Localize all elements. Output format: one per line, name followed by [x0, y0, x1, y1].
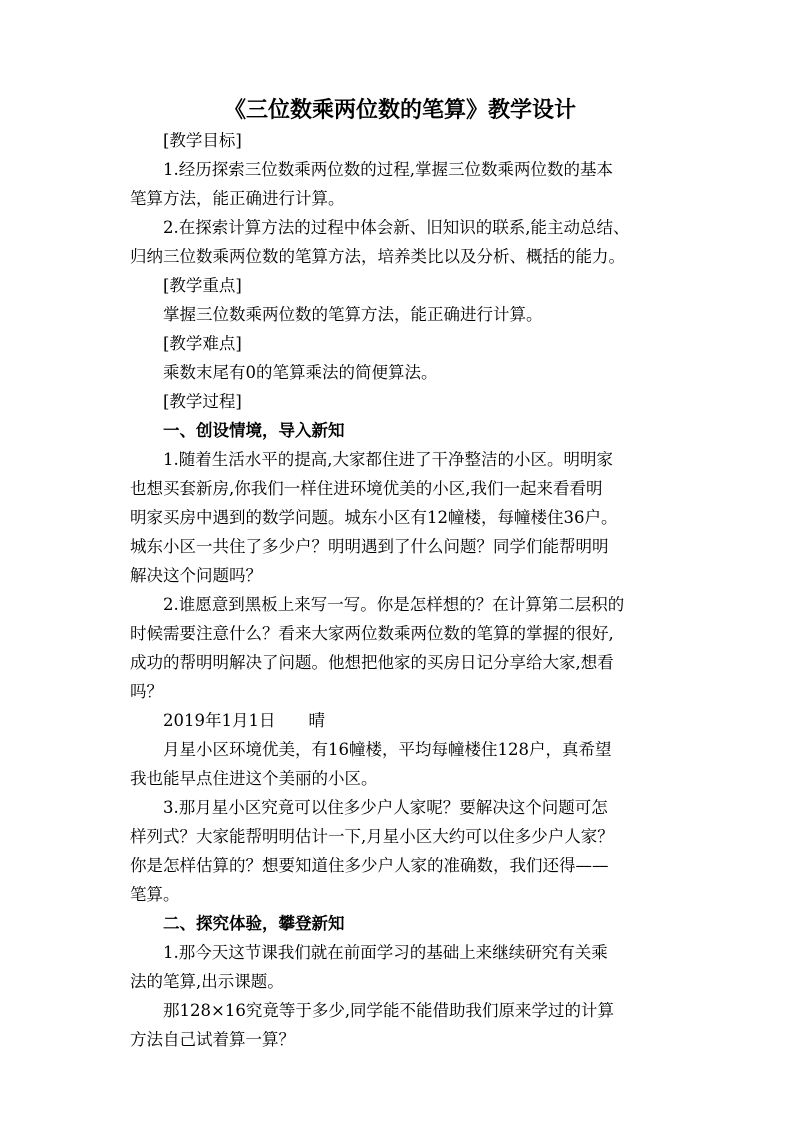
paragraph-line: 2.谁愿意到黑板上来写一写。你是怎样想的？在计算第二层积的	[163, 595, 625, 614]
paragraph-line: 法的笔算,出示课题。	[130, 972, 284, 991]
paragraph-line: 成功的帮明明解决了问题。他想把他家的买房日记分享给大家,想看	[130, 653, 614, 672]
document-title: 《三位数乘两位数的笔算》教学设计	[223, 98, 576, 123]
paragraph-line: 解决这个问题吗？	[130, 566, 262, 585]
paragraph-line: [教学目标]	[163, 131, 242, 150]
section-heading: 一、创设情境，导入新知	[163, 421, 345, 440]
paragraph-line: 那128×16究竟等于多少,同学能不能借助我们原来学过的计算	[163, 1001, 615, 1020]
paragraph-line: 笔算。	[130, 885, 180, 904]
paragraph-line: [教学难点]	[163, 334, 242, 353]
paragraph-line: 2019年1月1日 晴	[163, 711, 325, 730]
paragraph-line: 3.那月星小区究竟可以住多少户人家呢？要解决这个问题可怎	[163, 798, 608, 817]
paragraph-line: 吗？	[130, 682, 163, 701]
paragraph-line: 归纳三位数乘两位数的笔算方法，培养类比以及分析、概括的能力。	[130, 247, 625, 266]
paragraph-line: 1.随着生活水平的提高,大家都住进了干净整洁的小区。明明家	[163, 450, 613, 469]
document-body	[130, 126, 671, 1054]
paragraph-line: 笔算方法，能正确进行计算。	[130, 189, 345, 208]
paragraph-line: 样列式？大家能帮明明估计一下,月星小区大约可以住多少户人家？	[130, 827, 614, 846]
paragraph-line: 城东小区一共住了多少户？明明遇到了什么问题？同学们能帮明明	[130, 537, 609, 556]
paragraph-line: 1.那今天这节课我们就在前面学习的基础上来继续研究有关乘	[163, 943, 608, 962]
paragraph-line: 也想买套新房,你我们一样住进环境优美的小区,我们一起来看看明	[130, 479, 603, 498]
paragraph-line: 月星小区环境优美，有16幢楼，平均每幢楼住128户，真希望	[163, 740, 612, 759]
paragraph-line: 方法自己试着算一算？	[130, 1030, 295, 1049]
section-heading: 二、探究体验，攀登新知	[163, 914, 345, 933]
paragraph-line: 我也能早点住进这个美丽的小区。	[130, 769, 378, 788]
paragraph-line: 1.经历探索三位数乘两位数的过程,掌握三位数乘两位数的基本	[163, 160, 613, 179]
paragraph-line: 2.在探索计算方法的过程中体会新、旧知识的联系,能主动总结、	[163, 218, 630, 237]
paragraph-line: 时候需要注意什么？看来大家两位数乘两位数的笔算的掌握的很好,	[130, 624, 614, 643]
paragraph-line: [教学过程]	[163, 392, 242, 411]
paragraph-line: 明家买房中遇到的数学问题。城东小区有12幢楼，每幢楼住36户。	[130, 508, 618, 527]
paragraph-line: 乘数末尾有0的笔算乘法的简便算法。	[163, 363, 438, 382]
paragraph-line: 掌握三位数乘两位数的笔算方法，能正确进行计算。	[163, 305, 543, 324]
paragraph-line: [教学重点]	[163, 276, 242, 295]
paragraph-line: 你是怎样估算的？想要知道住多少户人家的准确数，我们还得——	[130, 856, 609, 875]
